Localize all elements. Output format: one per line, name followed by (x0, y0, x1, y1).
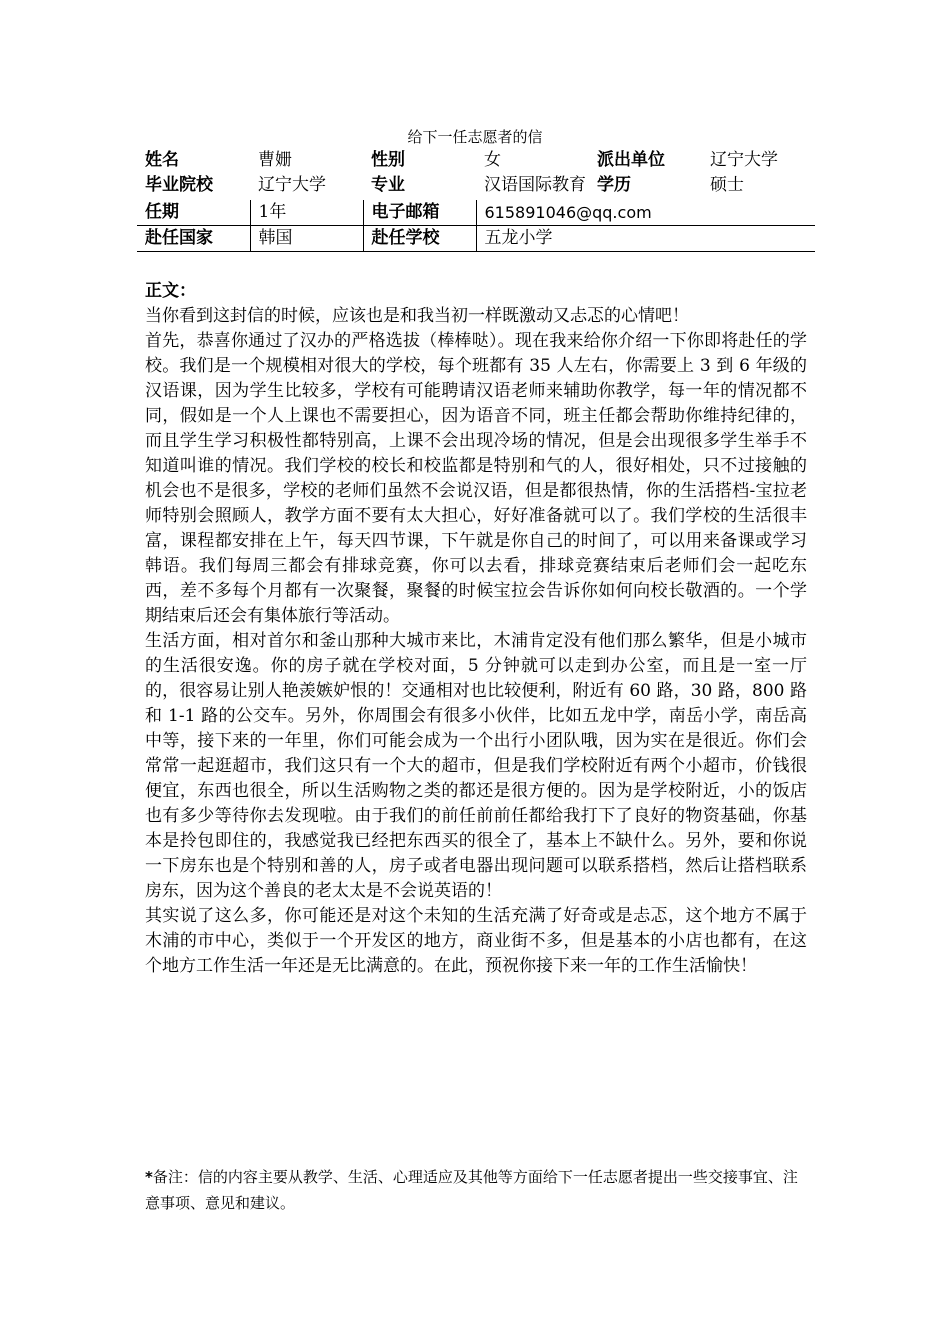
email-label: 电子邮箱 (363, 200, 476, 226)
unit-label: 派出单位 (597, 150, 665, 170)
country-label: 赴任国家 (137, 226, 250, 252)
name-label: 姓名 (145, 150, 179, 170)
paragraph-life: 生活方面，相对首尔和釜山那种大城市来比，木浦肯定没有他们那么繁华，但是小城市的生活很安逸。你的房子就在学校对面，5 分钟就可以走到办公室，而且是一室一厅的，很容易让别人艳羡嫉妒恨的！交通相对也比较便利，附近有 60 路，30 路，800 路和 1-1 路的公交车。另外，你周围会有很多小伙伴，比如五龙中学，南岳小学，南岳高中等，接下来的一年里，你们可能会成为一个出行小团队哦，因为实在是很近。你们会常常一起逛超市，我们这只有一个大的超市，但是我们学校附近有两个小超市，价钱很便宜，东西也很全，所以生活购物之类的都还是很方便的。因为是学校附近，小的饭店也有多少等待你去发现啦。由于我们的前任前前任都给我打下了良好的物资基础，你基本是拎包即住的，我感觉我已经把东西买的很全了，基本上不缺什么。另外，要和你说一下房东也是个特别和善的人，房子或者电器出现问题可以联系搭档，然后让搭档联系房东，因为这个善良的老太太是不会说英语的！ (145, 631, 807, 901)
major-label: 专业 (371, 175, 405, 195)
post-school-label: 赴任学校 (363, 226, 476, 252)
country-value: 韩国 (250, 226, 363, 252)
gender-label: 性别 (371, 150, 405, 170)
note-asterisk: * (145, 1168, 153, 1186)
paragraph-closing: 其实说了这么多，你可能还是对这个未知的生活充满了好奇或是忐忑，这个地方不属于木浦的市中心，类似于一个开发区的地方，商业街不多，但是基本的小店也都有，在这个地方工作生活一年还是无比满意的。在此，预祝你接下来一年的工作生活愉快！ (145, 906, 807, 976)
paragraph-greeting: 当你看到这封信的时候，应该也是和我当初一样既激动又忐忑的心情吧！ (145, 306, 689, 326)
volunteer-info-table (137, 148, 815, 252)
info-row-3 (137, 200, 815, 226)
footnote (145, 1164, 811, 1216)
info-row-2 (137, 173, 815, 200)
gender-value: 女 (484, 150, 501, 170)
school-value: 辽宁大学 (258, 175, 326, 195)
letter-body (145, 279, 807, 979)
note-text: 备注：信的内容主要从教学、生活、心理适应及其他等方面给下一任志愿者提出一些交接事宜、注意事项、意见和建议。 (145, 1168, 798, 1212)
paragraph-school: 首先，恭喜你通过了汉办的严格选拔（棒棒哒）。现在我来给你介绍一下你即将赴任的学校。我们是一个规模相对很大的学校，每个班都有 35 人左右，你需要上 3 到 6 年级的汉语课，因为学生比较多，学校有可能聘请汉语老师来辅助你教学，每一年的情况都不同，假如是一个人上课也不需要担心，因为语音不同，班主任都会帮助你维持纪律的，而且学生学习积极性都特别高，上课不会出现冷场的情况，但是会出现很多学生举手不知道叫谁的情况。我们学校的校长和校监都是特别和气的人，很好相处，只不过接触的机会也不是很多，学校的老师们虽然不会说汉语，但是都很热情，你的生活搭档-宝拉老师特别会照顾人，教学方面不要有太大担心，好好准备就可以了。我们学校的生活很丰富，课程都安排在上午，每天四节课，下午就是你自己的时间了，可以用来备课或学习韩语。我们每周三都会有排球竞赛，你可以去看，排球竞赛结束后老师们会一起吃东西，差不多每个月都有一次聚餐，聚餐的时候宝拉会告诉你如何向校长敬酒的。一个学期结束后还会有集体旅行等活动。 (145, 331, 807, 626)
school-label: 毕业院校 (145, 175, 213, 195)
degree-value: 硕士 (710, 175, 744, 195)
email-value: 615891046@qq.com (476, 200, 815, 226)
name-value: 曹姗 (258, 150, 292, 170)
major-value: 汉语国际教育 (484, 175, 586, 195)
term-label: 任期 (137, 200, 250, 226)
info-row-1 (137, 148, 815, 173)
info-row-4 (137, 226, 815, 252)
body-label: 正文： (145, 281, 196, 301)
degree-label: 学历 (597, 175, 631, 195)
post-school-value: 五龙小学 (476, 226, 815, 252)
document-title: 给下一任志愿者的信 (407, 128, 543, 146)
unit-value: 辽宁大学 (710, 150, 778, 170)
term-value: 1年 (250, 200, 363, 226)
